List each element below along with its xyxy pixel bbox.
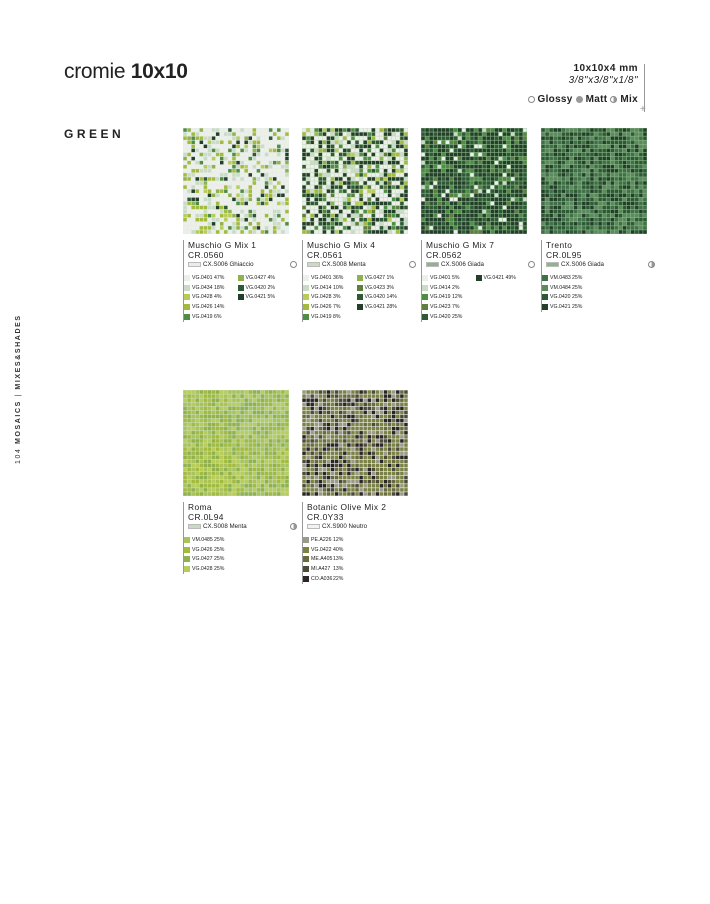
component-code: VG.0421 [483,274,504,281]
grout-info [307,523,408,530]
component-code: VG.0428 [311,294,332,301]
component-percent: 12% [333,536,344,543]
mosaic-swatch [183,128,289,234]
color-chip [303,285,309,291]
component-percent: 2% [267,284,275,291]
component-percent: 25% [214,536,225,543]
mosaic-swatch [302,128,408,234]
component-percent: 14% [214,304,225,311]
component-code: VG.0423 [430,304,451,311]
component-code: VG.0427 [364,274,385,281]
composition-row [303,564,357,574]
component-percent: 25% [452,314,463,321]
component-percent: 22% [333,576,344,583]
component-percent: 25% [572,294,583,301]
color-chip [476,275,482,281]
component-percent: 28% [386,304,397,311]
composition-row [357,302,409,312]
component-code: VG.0401 [311,274,332,281]
grout-label: CX.S006 Ghiaccio [203,261,254,268]
grout-swatch [307,524,320,529]
composition-row [184,293,236,303]
component-code: VG.0401 [430,274,451,281]
component-percent: 25% [214,556,225,563]
component-code: VG.0419 [430,294,451,301]
component-code: PE.A226 [311,536,332,543]
grout-label: CX.S006 Giada [561,261,604,268]
color-chip [303,556,309,562]
component-code: VG.0401 [192,274,213,281]
composition-column [542,273,596,312]
series-name: cromie [64,60,126,83]
component-percent: 25% [572,304,583,311]
component-code: VG.0420 [430,314,451,321]
composition-row [184,273,236,283]
component-percent: 25% [214,546,225,553]
component-code: VG.0421 [364,304,385,311]
color-chip [422,294,428,300]
sidebar-sep: | [15,393,22,397]
component-code: VG.0419 [192,314,213,321]
color-chip [303,547,309,553]
grout-label: CX.S006 Giada [441,261,484,268]
mix-icon [290,523,297,530]
sidebar-part1: MOSAICS [15,400,22,444]
color-chip [357,294,363,300]
color-chip [303,576,309,582]
component-percent: 8% [333,314,341,321]
grout-info [307,261,408,268]
composition-row [422,312,474,322]
component-code: VG.0426 [192,546,213,553]
composition-row [357,283,409,293]
product-code: CR.0560 [188,250,224,260]
component-code: VG.0427 [245,274,266,281]
component-code: VG.0426 [311,304,332,311]
sidebar-part2: MIXES&SHADES [15,314,22,390]
component-percent: 5% [267,294,275,301]
composition-column [184,535,238,574]
composition-list [184,273,289,322]
product-name: Roma [188,502,212,512]
finish-mix-label: Mix [620,94,638,105]
crop-mark: + [640,104,646,115]
component-code: VG.0420 [245,284,266,291]
component-percent: 7% [333,304,341,311]
color-chip [238,294,244,300]
component-percent: 25% [572,274,583,281]
glossy-icon [290,261,297,268]
product-name: Trento [546,240,573,250]
component-code: VG.0426 [192,304,213,311]
composition-row [476,273,528,283]
composition-row [422,302,474,312]
mosaic-swatch [183,390,289,496]
composition-row [303,293,355,303]
mosaic-swatch [541,128,647,234]
product-card[interactable] [183,128,289,322]
series-title [64,60,188,84]
component-code: VG.0414 [430,284,451,291]
composition-row [184,555,238,565]
component-code: VG.0419 [311,314,332,321]
color-chip [184,314,190,320]
grout-swatch [188,262,201,267]
composition-row [303,535,357,545]
color-chip [357,304,363,310]
color-chip [357,285,363,291]
component-percent: 13% [333,566,344,573]
composition-column [303,535,357,584]
product-code: CR.0L95 [546,250,582,260]
component-percent: 4% [214,294,222,301]
component-percent: 49% [505,274,516,281]
color-chip [184,537,190,543]
composition-row [542,293,596,303]
composition-row [303,545,357,555]
color-chip [303,537,309,543]
component-code: VG.0420 [364,294,385,301]
component-code: VM.0485 [192,536,213,543]
grout-label: CX.S008 Menta [322,261,366,268]
grout-info [188,261,289,268]
composition-row [542,273,596,283]
product-info [541,240,647,312]
composition-row [303,273,355,283]
color-chip [422,285,428,291]
composition-row [422,293,474,303]
component-code: VG.0428 [192,566,213,573]
grout-info [426,261,527,268]
component-percent: 25% [214,566,225,573]
product-name: Muschio G Mix 4 [307,240,376,250]
composition-row [542,283,596,293]
product-card[interactable] [183,390,289,574]
composition-list [184,535,289,574]
mix-icon [610,96,617,103]
component-percent: 2% [452,284,460,291]
color-chip [542,294,548,300]
color-chip [184,556,190,562]
composition-row [184,564,238,574]
component-percent: 1% [386,274,394,281]
sidebar-label [15,314,22,464]
composition-row [238,273,290,283]
color-chip [303,294,309,300]
tile-specs [528,63,639,105]
component-code: VM.0483 [550,274,571,281]
product-name: Botanic Olive Mix 2 [307,502,387,512]
component-percent: 36% [333,274,344,281]
color-chip [422,304,428,310]
product-code: CR.0562 [426,250,462,260]
component-code: CO.A036 [311,576,333,583]
glossy-icon [409,261,416,268]
color-chip [238,285,244,291]
composition-row [238,283,290,293]
product-code: CR.0Y33 [307,512,344,522]
composition-list [422,273,527,322]
glossy-icon [528,261,535,268]
color-chip [238,275,244,281]
composition-column [422,273,474,322]
composition-row [422,283,474,293]
component-percent: 47% [214,274,225,281]
composition-list [303,273,408,322]
finish-glossy-label: Glossy [537,94,573,105]
composition-row [303,555,357,565]
color-chip [184,294,190,300]
composition-row [238,293,290,303]
dimensions-inch: 3/8"x3/8"x1/8" [568,75,638,86]
color-chip [303,275,309,281]
color-chip [542,275,548,281]
finish-legend [528,94,639,105]
mix-icon [648,261,655,268]
component-code: VG.0414 [311,284,332,291]
page-number: 104 [15,447,22,464]
component-code: VG.0421 [550,304,571,311]
component-code: VG.0421 [245,294,266,301]
component-percent: 6% [214,314,222,321]
color-chip [184,547,190,553]
composition-row [422,273,474,283]
composition-row [303,312,355,322]
grout-swatch [426,262,439,267]
component-percent: 3% [386,284,394,291]
component-percent: 18% [214,284,225,291]
component-percent: 4% [267,274,275,281]
color-chip [542,304,548,310]
product-code: CR.0L94 [188,512,224,522]
composition-row [542,302,596,312]
component-code: ME.A405 [311,556,333,563]
product-info [302,240,408,322]
composition-column [357,273,409,322]
color-chip [184,285,190,291]
color-chip [184,304,190,310]
product-card[interactable] [302,390,408,584]
component-percent: 14% [386,294,397,301]
component-percent: 25% [572,284,583,291]
component-percent: 13% [333,556,344,563]
composition-column [184,273,236,322]
composition-list [542,273,647,312]
color-chip [422,275,428,281]
composition-row [303,302,355,312]
composition-row [357,293,409,303]
composition-row [303,574,357,584]
component-percent: 10% [333,284,344,291]
product-card[interactable] [302,128,408,322]
matt-icon [576,96,583,103]
composition-row [303,283,355,293]
color-chip [303,314,309,320]
mosaic-swatch [302,390,408,496]
grout-swatch [546,262,559,267]
composition-list [303,535,408,584]
composition-row [184,312,236,322]
component-code: VG.0427 [192,556,213,563]
component-code: VG.0423 [364,284,385,291]
component-code: MI.A427 [311,566,331,573]
component-percent: 3% [333,294,341,301]
finish-matt-label: Matt [585,94,608,105]
composition-column [303,273,355,322]
component-code: VG.0420 [550,294,571,301]
dimensions-mm: 10x10x4 mm [573,63,638,74]
product-info [183,502,289,574]
component-percent: 7% [452,304,460,311]
color-chip [303,304,309,310]
component-code: VG.0434 [192,284,213,291]
composition-column [476,273,528,322]
product-name: Muschio G Mix 7 [426,240,495,250]
composition-row [184,545,238,555]
product-info [302,502,408,584]
color-chip [184,566,190,572]
composition-row [184,283,236,293]
color-chip [542,285,548,291]
color-chip [184,275,190,281]
grout-swatch [188,524,201,529]
grout-info [188,523,289,530]
grout-label: CX.S008 Menta [203,523,247,530]
grout-info [546,261,647,268]
color-chip [422,314,428,320]
product-code: CR.0561 [307,250,343,260]
section-title: GREEN [64,127,125,141]
component-code: VM.0484 [550,284,571,291]
product-card[interactable] [421,128,527,322]
color-chip [357,275,363,281]
composition-column [238,273,290,322]
component-code: VG.0422 [311,546,332,553]
composition-row [184,302,236,312]
grout-swatch [307,262,320,267]
product-card[interactable] [541,128,647,312]
mosaic-swatch [421,128,527,234]
composition-row [357,273,409,283]
product-info [421,240,527,322]
composition-row [184,535,238,545]
series-size: 10x10 [130,60,188,83]
grout-label: CX.S900 Neutro [322,523,368,530]
product-name: Muschio G Mix 1 [188,240,257,250]
color-chip [303,566,309,572]
product-info [183,240,289,322]
glossy-icon [528,96,535,103]
component-percent: 12% [452,294,463,301]
component-code: VG.0428 [192,294,213,301]
component-percent: 40% [333,546,344,553]
component-percent: 5% [452,274,460,281]
